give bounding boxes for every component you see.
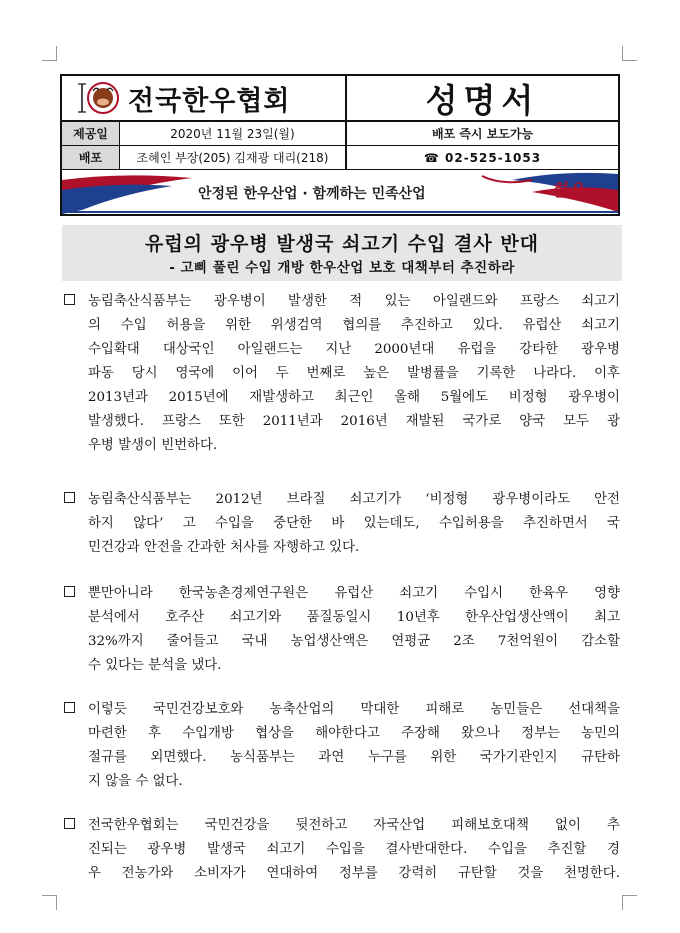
org-logo-cell: [62, 76, 347, 120]
document-title: 성명서: [425, 80, 540, 120]
paragraph-line: 수 있다는 분석을 냈다.: [88, 658, 222, 673]
paragraph-line: 전국한우협회는 국민건강을 뒷전하고 자국산업 피해보호대책 없이 추: [88, 818, 620, 833]
paragraph-line: 의 수입 허용을 위한 위생검역 협의를 추진하고 있다. 유럽산 쇠고기: [88, 318, 620, 333]
checkbox-bullet-icon: [64, 818, 75, 829]
paragraph-line: 민건강과 안전을 간과한 처사를 자행하고 있다.: [88, 540, 360, 555]
paragraph-line: 하지 않다’ 고 수입을 중단한 바 있는데도, 수입허용을 추진하면서 국: [88, 516, 620, 531]
paragraph-line: 우 전농가와 소비자가 연대하여 정부를 강력히 규탄할 것을 천명한다.: [88, 866, 620, 881]
headline: 유럽의 광우병 발생국 쇠고기 수입 결사 반대: [144, 233, 540, 255]
header-title-row: [62, 76, 618, 122]
crop-mark-top-right: [622, 46, 637, 61]
slogan-text: 안정된 한우산업 · 함께하는 민족산업: [198, 186, 426, 202]
header-date-row: [62, 122, 618, 146]
crop-mark-top-left: [42, 46, 57, 61]
paragraph-line: 수입확대 대상국인 아일랜드는 지난 2000년대 유럽을 강타한 광우병: [88, 342, 620, 357]
slogan-banner: [62, 170, 618, 214]
release-note: 배포 즉시 보도가능: [431, 127, 534, 141]
paragraph-line: 마련한 후 수입개방 협상을 해야한다고 주장해 왔으나 정부는 농민의: [88, 726, 620, 741]
paragraph-line: 우병 발생이 빈번하다.: [88, 438, 218, 453]
contact-persons: 조혜인 부장(205) 김재광 대리(218): [120, 146, 347, 169]
paragraph-line: 지 않을 수 없다.: [88, 774, 183, 789]
headline-box: [62, 225, 622, 281]
paragraph-line: 2013년과 2015년에 재발생하고 최근인 올해 5월에도 비정형 광우병이: [88, 390, 620, 405]
checkbox-bullet-icon: [64, 492, 75, 503]
paragraph-line: 분석에서 호주산 쇠고기와 품질동일시 10년후 한우산업생산액이 최고: [88, 610, 620, 625]
paragraph-line: 발생했다. 프랑스 또한 2011년과 2016년 재발된 국가로 양국 모두 광: [88, 414, 620, 429]
checkbox-bullet-icon: [64, 586, 75, 597]
press-header: [60, 74, 620, 216]
crop-mark-bottom-right: [622, 895, 637, 910]
paragraph-line: 진되는 광우병 발생국 쇠고기 수입을 결사반대한다. 수입을 추진할 경: [88, 842, 620, 857]
paragraph-line: 이렇듯 국민건강보호와 농축산업의 막대한 피해로 농민들은 선대책을: [88, 702, 620, 717]
hanwoo-brand-mark: 한우: [551, 181, 584, 201]
paragraph-line: 뿐만아니라 한국농촌경제연구원은 유럽산 쇠고기 수입시 한육우 영향: [88, 586, 620, 601]
paragraph-line: 파동 당시 영국에 이어 두 번째로 높은 발병률을 기록한 나라다. 이후: [88, 366, 620, 381]
provided-date-label: 제공일: [62, 122, 120, 145]
paragraph-line: 절규를 외면했다. 농식품부는 과연 누구를 위한 국가기관인지 규탄하: [88, 750, 620, 765]
checkbox-bullet-icon: [64, 702, 75, 713]
header-contact-row: [62, 146, 618, 170]
contact-label: 배포: [62, 146, 120, 169]
paragraph-line: 32%까지 줄어들고 국내 농업생산액은 연평균 2조 7천억원이 감소할: [88, 634, 620, 649]
crop-mark-bottom-left: [42, 895, 57, 910]
paragraph-line: 농림축산식품부는 광우병이 발생한 적 있는 아일랜드와 프랑스 쇠고기: [88, 294, 620, 309]
release-date: 2020년 11월 23일(월): [120, 122, 347, 145]
contact-phone: ☎ 02-525-1053: [423, 150, 542, 165]
subheadline: - 고삐 풀린 수입 개방 한우산업 보호 대책부터 추진하라: [169, 260, 515, 276]
hanwoo-association-logo: [76, 78, 120, 118]
checkbox-bullet-icon: [64, 294, 75, 305]
org-name: 전국한우협회: [128, 85, 291, 117]
paragraph-line: 농림축산식품부는 2012년 브라질 쇠고기가 ‘비정형 광우병이라도 안전: [88, 492, 620, 507]
